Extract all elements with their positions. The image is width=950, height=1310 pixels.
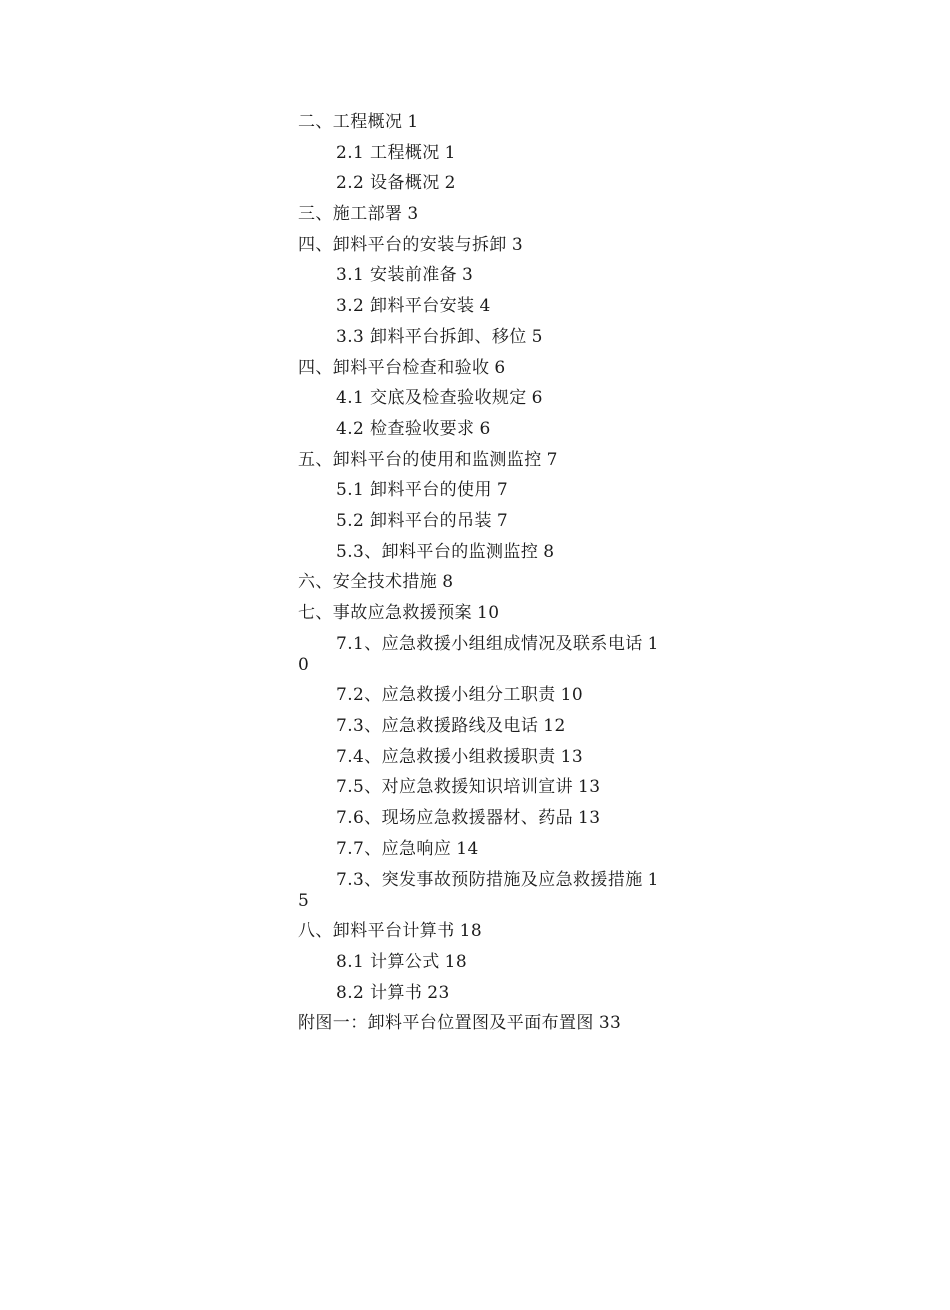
- toc-entry[interactable]: [298, 921, 668, 942]
- toc-entry[interactable]: [298, 511, 668, 532]
- toc-entry[interactable]: [298, 419, 668, 440]
- toc-entry[interactable]: [298, 143, 668, 164]
- toc-entry[interactable]: [298, 358, 668, 379]
- toc-entry-page: 12: [543, 716, 566, 737]
- toc-entry[interactable]: [298, 542, 668, 563]
- toc-entry[interactable]: [298, 983, 668, 1004]
- toc-entry-title: 4.2 检查验收要求: [336, 418, 475, 439]
- toc-entry-title: 7.5、对应急救援知识培训宣讲: [336, 777, 574, 798]
- toc-entry-title: 7.2、应急救援小组分工职责: [336, 685, 556, 706]
- toc-entry[interactable]: [298, 572, 668, 593]
- toc-entry-title: 5.2 卸料平台的吊装: [336, 510, 492, 531]
- toc-entry-title: 7.7、应急响应: [336, 838, 452, 859]
- toc-entry-page: 10: [298, 633, 659, 675]
- toc-entry[interactable]: [298, 870, 668, 912]
- toc-entry[interactable]: [298, 808, 668, 829]
- toc-entry-title: 七、事故应急救援预案: [298, 603, 472, 623]
- toc-entry-page: 10: [477, 603, 500, 623]
- toc-entry-title: 7.3、应急救援路线及电话: [336, 716, 539, 737]
- toc-entry-page: 7: [496, 480, 509, 501]
- toc-entry[interactable]: [298, 265, 668, 286]
- toc-entry[interactable]: [298, 296, 668, 317]
- toc-entry-page: 2: [444, 173, 456, 194]
- toc-entry-title: 7.1、应急救援小组组成情况及联系电话: [336, 633, 643, 654]
- toc-entry-page: 6: [494, 357, 506, 378]
- toc-entry-page: 13: [578, 808, 601, 829]
- toc-entry-page: 8: [543, 541, 555, 562]
- toc-entry-page: 3: [407, 204, 419, 225]
- toc-entry[interactable]: [298, 173, 668, 194]
- toc-entry[interactable]: [298, 235, 668, 256]
- toc-entry-page: 18: [444, 951, 468, 972]
- toc-entry[interactable]: [298, 480, 668, 501]
- toc-entry-title: 二、工程概况: [298, 112, 403, 132]
- toc-entry-title: 8.2 计算书: [336, 982, 423, 1003]
- toc-entry-page: 7: [546, 449, 558, 470]
- toc-entry-title: 六、安全技术措施: [298, 572, 438, 593]
- toc-entry-title: 7.6、现场应急救援器材、药品: [336, 808, 574, 829]
- toc-entry[interactable]: [298, 603, 668, 624]
- toc-entry[interactable]: [298, 327, 668, 348]
- toc-entry[interactable]: [298, 716, 668, 737]
- toc-entry[interactable]: [298, 388, 668, 409]
- toc-entry-title: 五、卸料平台的使用和监测监控: [298, 449, 542, 470]
- toc-entry-page: 13: [560, 746, 584, 767]
- toc-entry-title: 8.1 计算公式: [336, 951, 440, 972]
- toc-entry-page: 1: [407, 112, 419, 132]
- toc-entry[interactable]: [298, 685, 668, 706]
- toc-entry-page: 33: [598, 1013, 622, 1034]
- toc-entry-title: 3.3 卸料平台拆卸、移位: [336, 326, 527, 347]
- toc-entry-title: 5.1 卸料平台的使用: [336, 480, 492, 501]
- toc-entry[interactable]: [298, 450, 668, 471]
- toc-entry-page: 1: [444, 142, 456, 163]
- toc-entry-title: 四、卸料平台的安装与拆卸: [298, 234, 507, 255]
- toc-entry-page: 3: [511, 234, 524, 255]
- toc-entry-page: 10: [560, 685, 584, 706]
- toc-entry-title: 3.2 卸料平台安装: [336, 296, 475, 317]
- toc-entry-page: 14: [456, 838, 479, 859]
- toc-entry-page: 6: [479, 418, 491, 439]
- toc-entry-title: 5.3、卸料平台的监测监控: [336, 541, 539, 562]
- toc-entry-page: 8: [442, 572, 454, 593]
- toc-entry-title: 三、施工部署: [298, 204, 403, 225]
- toc-entry-page: 4: [479, 296, 491, 317]
- toc-entry-title: 3.1 安装前准备: [336, 265, 458, 286]
- toc-entry-page: 23: [427, 982, 450, 1003]
- toc-entry-page: 15: [298, 869, 659, 911]
- toc-entry-title: 7.4、应急救援小组救援职责: [336, 746, 556, 767]
- toc-entry-title: 八、卸料平台计算书: [298, 921, 455, 942]
- toc-entry-title: 4.1 交底及检查验收规定: [336, 388, 527, 409]
- toc-entry[interactable]: [298, 777, 668, 798]
- toc-entry-title: 7.3、突发事故预防措施及应急救援措施: [336, 869, 643, 890]
- toc-entry-page: 3: [462, 265, 474, 286]
- toc-entry[interactable]: [298, 839, 668, 860]
- toc-entry-page: 13: [578, 777, 601, 798]
- toc-entry-title: 2.2 设备概况: [336, 173, 440, 194]
- toc-entry[interactable]: [298, 204, 668, 225]
- toc-entry-page: 6: [531, 388, 543, 409]
- table-of-contents: [298, 112, 668, 1044]
- toc-entry[interactable]: [298, 952, 668, 973]
- toc-entry-title: 四、卸料平台检查和验收: [298, 357, 490, 378]
- toc-entry[interactable]: [298, 747, 668, 768]
- toc-entry-title: 2.1 工程概况: [336, 142, 440, 163]
- toc-entry[interactable]: [298, 634, 668, 676]
- toc-entry-page: 7: [496, 510, 509, 531]
- toc-entry-page: 5: [531, 326, 543, 347]
- toc-entry-page: 18: [459, 921, 483, 942]
- toc-entry[interactable]: [298, 1013, 668, 1034]
- toc-entry-title: 附图一：卸料平台位置图及平面布置图: [298, 1013, 594, 1034]
- toc-entry[interactable]: [298, 112, 668, 133]
